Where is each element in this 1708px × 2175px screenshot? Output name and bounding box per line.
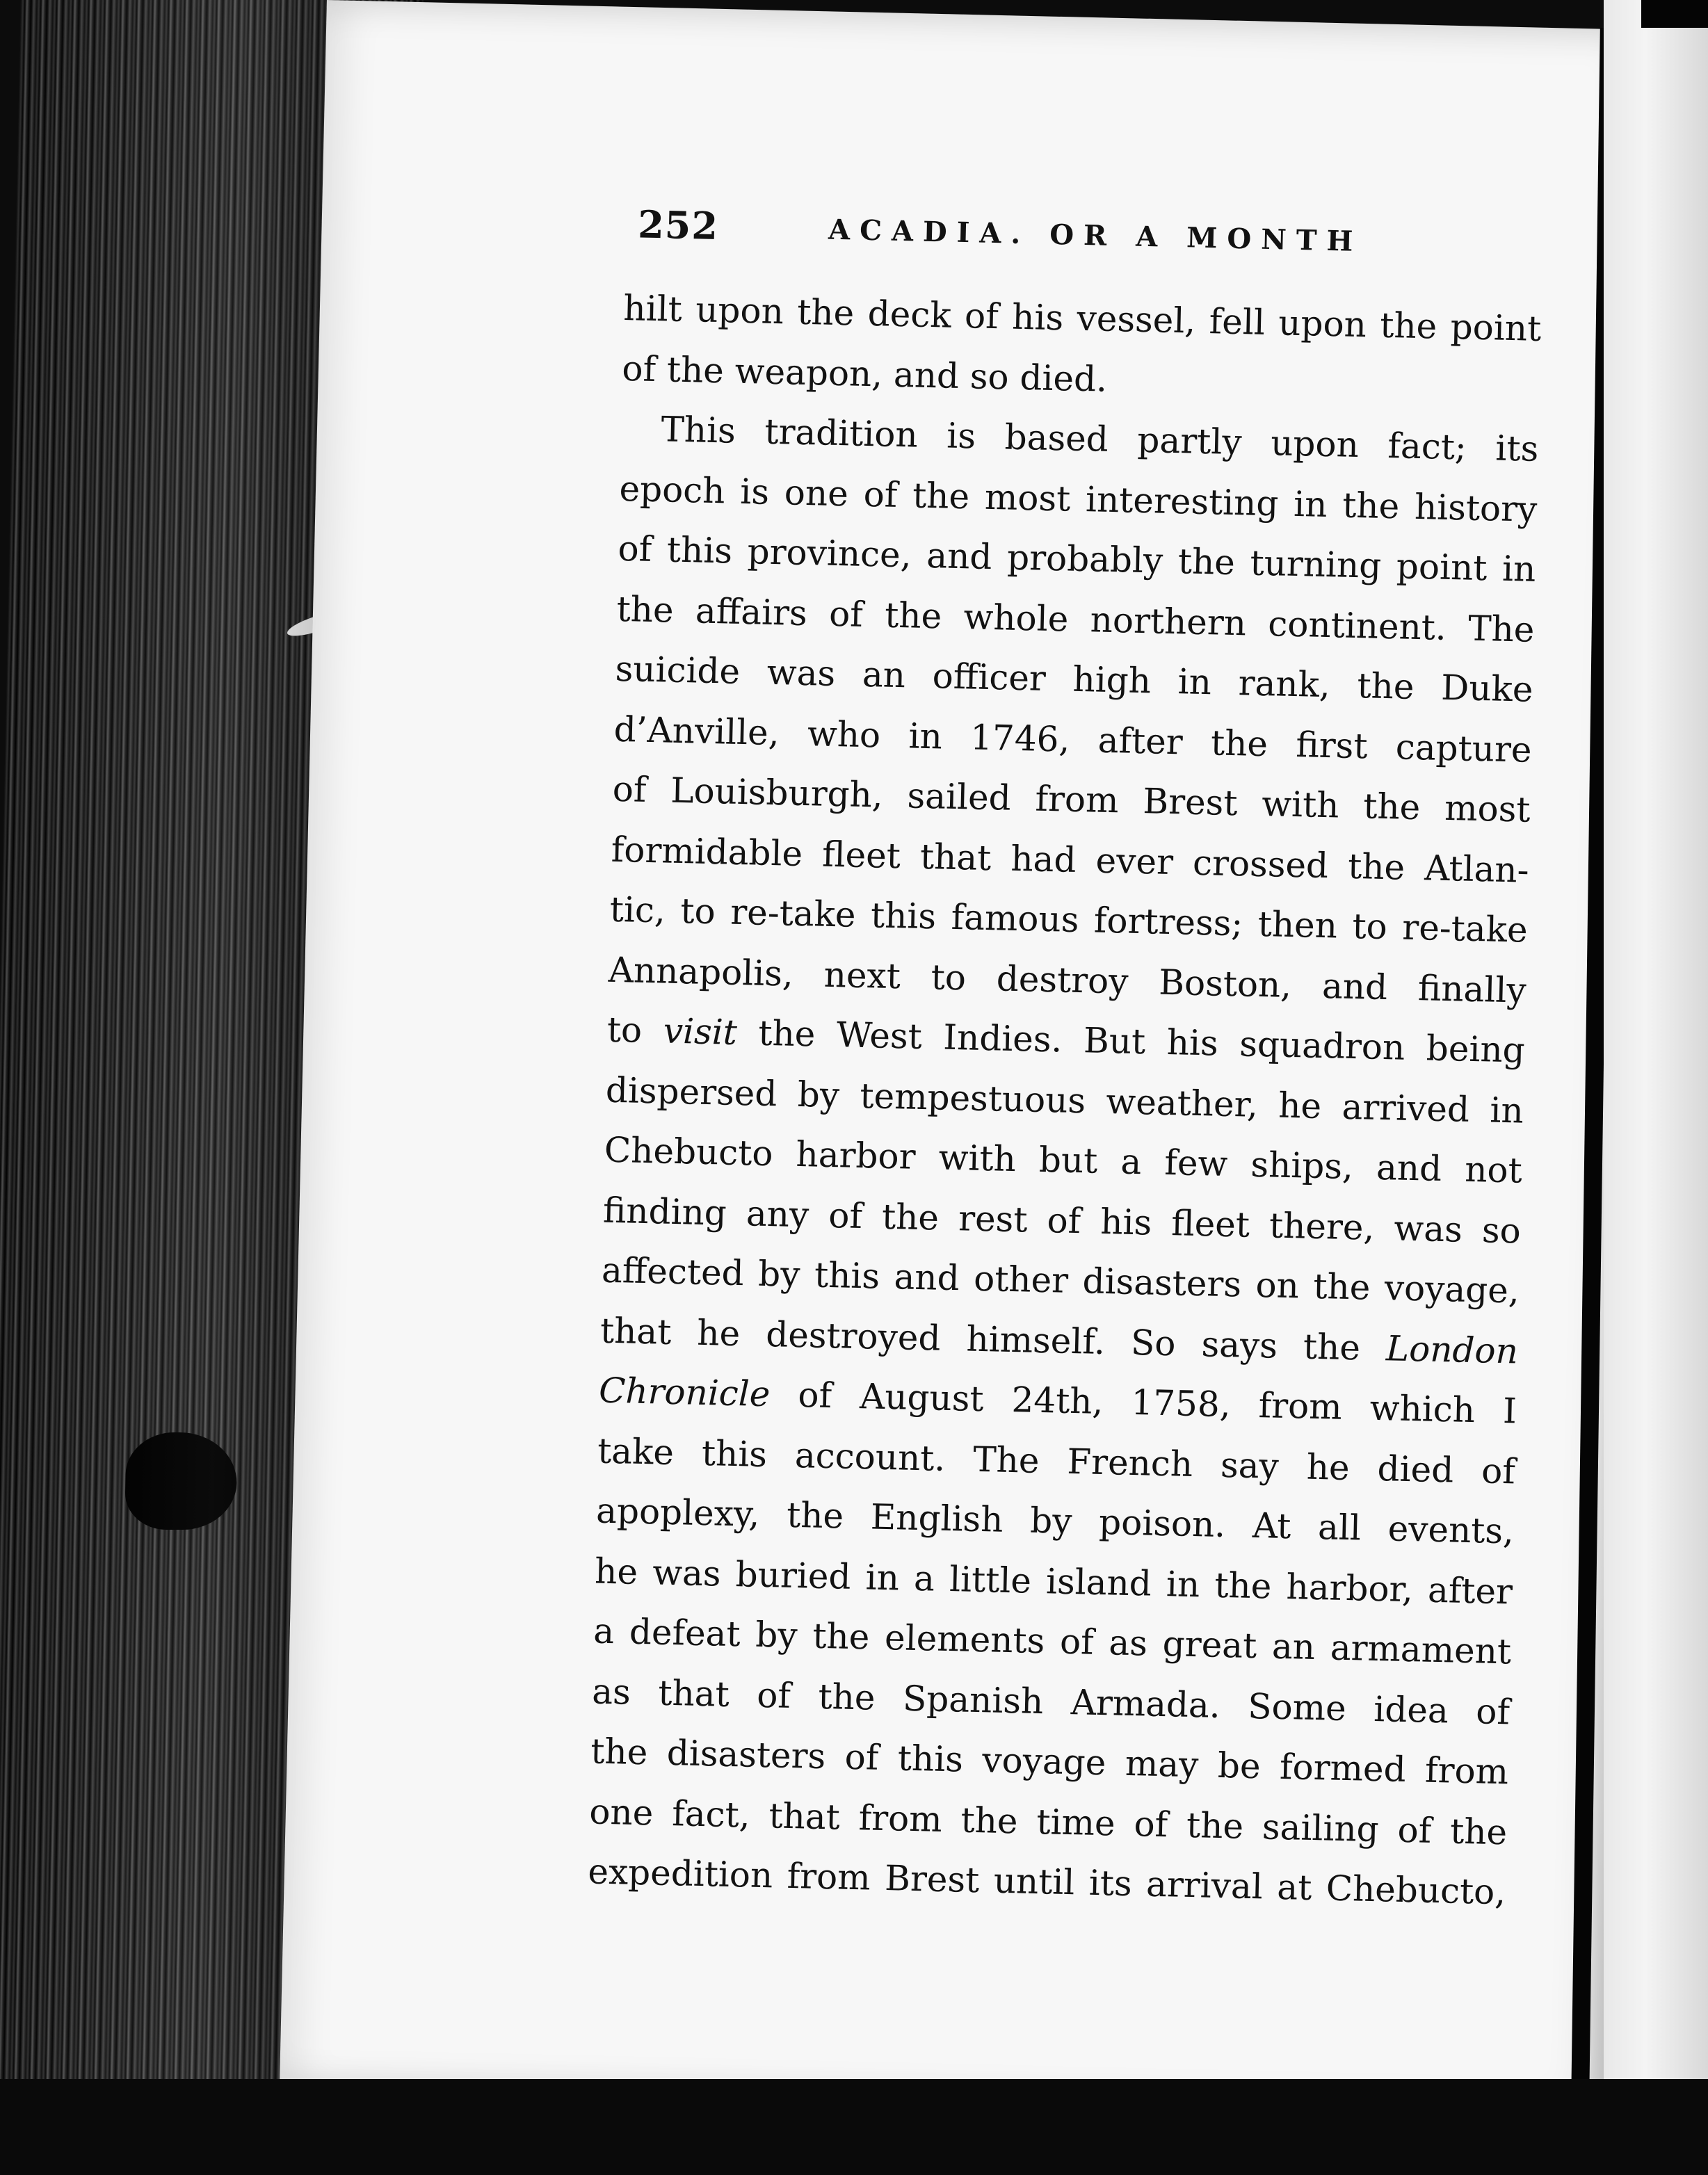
ink-blot <box>124 1432 238 1530</box>
text-line: take this account. The French say he died of <box>597 1430 1516 1491</box>
text-line: of this province, and probably the turning point in <box>618 528 1536 590</box>
text-line: the disasters of this voyage may be formed from <box>590 1731 1509 1793</box>
text-line: This tradition is based partly upon fact; its <box>660 409 1539 469</box>
text-line: epoch is one of the most interesting in the history <box>618 468 1538 530</box>
text-line: Annapolis, next to destroy Boston, and finally <box>608 949 1527 1011</box>
text-run: to <box>606 1009 664 1051</box>
italic-text: Chronicle <box>598 1370 771 1415</box>
text-line: suicide was an officer high in rank, the Duke <box>615 648 1534 710</box>
text-line: tic, to re-take this famous fortress; then to re-take <box>609 889 1529 951</box>
text-run: the West Indies. But his squadron being <box>736 1012 1526 1071</box>
text-line: he was buried in a little island in the harbor, after <box>594 1551 1513 1612</box>
italic-text: London <box>1385 1327 1519 1372</box>
body-text <box>588 278 1542 1923</box>
text-line: affected by this and other disasters on the voyage, <box>601 1250 1520 1311</box>
text-line: expedition from Brest until its arrival at Chebucto, <box>587 1851 1506 1913</box>
text-line: as that of the Spanish Armada. Some idea of <box>591 1670 1510 1732</box>
running-title: ACADIA. OR A MONTH <box>828 213 1363 259</box>
text-line: hilt upon the deck of his vessel, fell upon the point <box>622 287 1542 349</box>
text-line: formidable fleet that had ever crossed the Atlan- <box>611 829 1530 891</box>
page-number: 252 <box>637 202 719 249</box>
facing-page-strip <box>1604 0 1708 2175</box>
text-line: dispersed by tempestuous weather, he arrived in <box>605 1069 1524 1131</box>
italic-text: visit <box>663 1010 738 1053</box>
scan-corner <box>1641 0 1708 28</box>
text-line: a defeat by the elements of as great an armament <box>593 1610 1512 1672</box>
text-run: of August 24th, 1758, from which I <box>769 1374 1517 1432</box>
page-text <box>588 202 1544 1923</box>
text-line: one fact, that from the time of the sailing of the <box>588 1790 1508 1852</box>
text-line: Chebucto harbor with but a few ships, and not <box>604 1129 1523 1191</box>
text-line: the affairs of the whole northern continent. The <box>616 588 1536 650</box>
text-line: d’Anville, who in 1746, after the first capture <box>613 709 1533 770</box>
text-line: finding any of the rest of his fleet there, was so <box>602 1190 1522 1252</box>
scan-bottom-border <box>0 2079 1708 2175</box>
text-run: that he destroyed himself. So says the <box>599 1310 1387 1368</box>
text-line: of Louisburgh, sailed from Brest with the most <box>612 768 1531 830</box>
text-line: apoplexy, the English by poison. At all events, <box>595 1490 1515 1552</box>
text-line: of the weapon, and so died. <box>621 348 1108 400</box>
